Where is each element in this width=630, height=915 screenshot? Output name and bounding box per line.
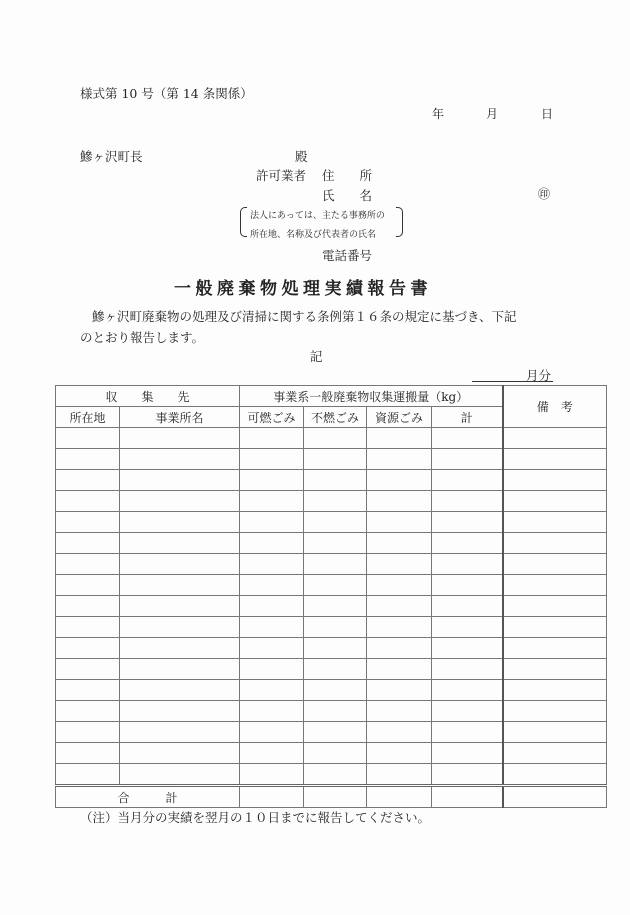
date-day-label: 日	[541, 107, 554, 121]
total-nonburnable-cell[interactable]	[304, 786, 367, 808]
burnable-cell[interactable]	[240, 764, 304, 786]
location-cell[interactable]	[56, 428, 120, 449]
burnable-cell[interactable]	[240, 449, 304, 470]
amount-group-header: 事業系一般廃棄物収集運搬量（kg）	[240, 386, 503, 407]
location-cell[interactable]	[56, 722, 120, 743]
remarks-cell[interactable]	[503, 575, 607, 596]
table-row	[56, 554, 607, 575]
remarks-cell[interactable]	[503, 701, 607, 722]
bracket-left	[240, 207, 247, 237]
location-cell[interactable]	[56, 743, 120, 764]
burnable-cell[interactable]	[240, 596, 304, 617]
table-row	[56, 575, 607, 596]
nonburnable-cell[interactable]	[304, 722, 367, 743]
seal-mark-icon: ㊞	[538, 187, 551, 201]
recyclable-cell[interactable]	[367, 449, 432, 470]
recyclable-cell[interactable]	[367, 743, 432, 764]
nonburnable-cell[interactable]	[304, 575, 367, 596]
location-cell[interactable]	[56, 491, 120, 512]
business-name-cell[interactable]	[120, 743, 240, 764]
remarks-cell[interactable]	[503, 449, 607, 470]
nonburnable-cell[interactable]	[304, 764, 367, 786]
phone-label: 電話番号	[322, 248, 373, 263]
total-remarks-cell[interactable]	[503, 786, 607, 808]
recyclable-cell[interactable]	[367, 533, 432, 554]
body-text-line1: 鰺ヶ沢町廃棄物の処理及び清掃に関する条例第１６条の規定に基づき、下記	[92, 309, 517, 324]
period-label: 月分	[526, 368, 552, 383]
remarks-cell[interactable]	[503, 764, 607, 786]
location-cell[interactable]	[56, 575, 120, 596]
remarks-cell[interactable]	[503, 638, 607, 659]
ki-label: 記	[310, 349, 323, 364]
col-header-recyclable: 資源ごみ	[367, 407, 432, 428]
business-name-cell[interactable]	[120, 533, 240, 554]
table-row	[56, 428, 607, 449]
business-name-cell[interactable]	[120, 596, 240, 617]
subtotal-cell[interactable]	[432, 680, 503, 701]
remarks-cell[interactable]	[503, 680, 607, 701]
table-row	[56, 701, 607, 722]
table-row	[56, 617, 607, 638]
nonburnable-cell[interactable]	[304, 617, 367, 638]
business-name-cell[interactable]	[120, 722, 240, 743]
total-label: 合 計	[56, 786, 240, 808]
burnable-cell[interactable]	[240, 722, 304, 743]
location-cell[interactable]	[56, 449, 120, 470]
business-name-cell[interactable]	[120, 764, 240, 786]
remarks-cell[interactable]	[503, 722, 607, 743]
recyclable-cell[interactable]	[367, 617, 432, 638]
subtotal-cell[interactable]	[432, 638, 503, 659]
recyclable-cell[interactable]	[367, 512, 432, 533]
total-burnable-cell[interactable]	[240, 786, 304, 808]
date-year-label: 年	[432, 107, 445, 121]
remarks-cell[interactable]	[503, 596, 607, 617]
business-name-cell[interactable]	[120, 491, 240, 512]
location-cell[interactable]	[56, 680, 120, 701]
remarks-cell[interactable]	[503, 470, 607, 491]
remarks-cell[interactable]	[503, 533, 607, 554]
footnote: （注）当月分の実績を翌月の１０日までに報告してください。	[80, 810, 431, 825]
burnable-cell[interactable]	[240, 701, 304, 722]
burnable-cell[interactable]	[240, 638, 304, 659]
applicant-role-label: 許可業者	[256, 168, 307, 183]
business-name-cell[interactable]	[120, 449, 240, 470]
col-header-burnable: 可燃ごみ	[240, 407, 304, 428]
subtotal-cell[interactable]	[432, 470, 503, 491]
col-header-subtotal: 計	[432, 407, 503, 428]
recyclable-cell[interactable]	[367, 722, 432, 743]
business-name-cell[interactable]	[120, 470, 240, 491]
recyclable-cell[interactable]	[367, 701, 432, 722]
location-cell[interactable]	[56, 512, 120, 533]
burnable-cell[interactable]	[240, 575, 304, 596]
body-text-line2: のとおり報告します。	[80, 330, 205, 345]
subtotal-cell[interactable]	[432, 659, 503, 680]
subtotal-cell[interactable]	[432, 743, 503, 764]
total-subtotal-cell[interactable]	[432, 786, 503, 808]
subtotal-cell[interactable]	[432, 764, 503, 786]
form-number-label: 様式第 10 号（第 14 条関係）	[80, 86, 253, 101]
location-cell[interactable]	[56, 596, 120, 617]
nonburnable-cell[interactable]	[304, 680, 367, 701]
nonburnable-cell[interactable]	[304, 701, 367, 722]
burnable-cell[interactable]	[240, 554, 304, 575]
table-row	[56, 533, 607, 554]
recyclable-cell[interactable]	[367, 596, 432, 617]
subtotal-cell[interactable]	[432, 575, 503, 596]
business-name-cell[interactable]	[120, 617, 240, 638]
table-row	[56, 512, 607, 533]
remarks-cell[interactable]	[503, 512, 607, 533]
nonburnable-cell[interactable]	[304, 533, 367, 554]
date-month-label: 月	[486, 107, 499, 121]
business-name-cell[interactable]	[120, 680, 240, 701]
nonburnable-cell[interactable]	[304, 428, 367, 449]
col-header-location: 所在地	[56, 407, 120, 428]
nonburnable-cell[interactable]	[304, 638, 367, 659]
location-cell[interactable]	[56, 638, 120, 659]
remarks-cell[interactable]	[503, 743, 607, 764]
table-row	[56, 638, 607, 659]
subtotal-cell[interactable]	[432, 617, 503, 638]
subtotal-cell[interactable]	[432, 533, 503, 554]
recyclable-cell[interactable]	[367, 428, 432, 449]
table-row	[56, 470, 607, 491]
recyclable-cell[interactable]	[367, 638, 432, 659]
addressee-honorific: 殿	[295, 149, 308, 164]
remarks-cell[interactable]	[503, 617, 607, 638]
nonburnable-cell[interactable]	[304, 596, 367, 617]
burnable-cell[interactable]	[240, 617, 304, 638]
col-header-business-name: 事業所名	[120, 407, 240, 428]
location-cell[interactable]	[56, 533, 120, 554]
burnable-cell[interactable]	[240, 470, 304, 491]
location-cell[interactable]	[56, 470, 120, 491]
recyclable-cell[interactable]	[367, 659, 432, 680]
business-name-cell[interactable]	[120, 554, 240, 575]
document-title: 一般廃棄物処理実績報告書	[174, 279, 432, 299]
business-name-cell[interactable]	[120, 701, 240, 722]
subtotal-cell[interactable]	[432, 701, 503, 722]
addressee-name: 鰺ヶ沢町長	[80, 149, 143, 164]
business-name-cell[interactable]	[120, 428, 240, 449]
business-name-cell[interactable]	[120, 638, 240, 659]
table-row	[56, 722, 607, 743]
remarks-cell[interactable]	[503, 491, 607, 512]
table-row	[56, 680, 607, 701]
burnable-cell[interactable]	[240, 533, 304, 554]
total-recyclable-cell[interactable]	[367, 786, 432, 808]
subtotal-cell[interactable]	[432, 596, 503, 617]
nonburnable-cell[interactable]	[304, 554, 367, 575]
remarks-cell[interactable]	[503, 428, 607, 449]
location-cell[interactable]	[56, 701, 120, 722]
business-name-cell[interactable]	[120, 512, 240, 533]
recyclable-cell[interactable]	[367, 680, 432, 701]
subtotal-cell[interactable]	[432, 722, 503, 743]
nonburnable-cell[interactable]	[304, 449, 367, 470]
col-header-nonburnable: 不燃ごみ	[304, 407, 367, 428]
location-cell[interactable]	[56, 554, 120, 575]
burnable-cell[interactable]	[240, 491, 304, 512]
burnable-cell[interactable]	[240, 659, 304, 680]
total-row	[56, 786, 607, 808]
table-row	[56, 743, 607, 764]
business-name-cell[interactable]	[120, 659, 240, 680]
nonburnable-cell[interactable]	[304, 512, 367, 533]
burnable-cell[interactable]	[240, 680, 304, 701]
remarks-header: 備 考	[503, 386, 607, 428]
business-name-cell[interactable]	[120, 575, 240, 596]
bracket-right	[396, 207, 403, 237]
corporate-note-line2: 所在地、名称及び代表者の氏名	[250, 230, 377, 240]
remarks-cell[interactable]	[503, 659, 607, 680]
nonburnable-cell[interactable]	[304, 470, 367, 491]
name-label: 氏 名	[322, 188, 373, 203]
address-label: 住 所	[322, 168, 373, 183]
report-table	[55, 385, 607, 808]
recyclable-cell[interactable]	[367, 764, 432, 786]
recyclable-cell[interactable]	[367, 554, 432, 575]
table-row	[56, 764, 607, 786]
subtotal-cell[interactable]	[432, 512, 503, 533]
subtotal-cell[interactable]	[432, 491, 503, 512]
recyclable-cell[interactable]	[367, 470, 432, 491]
location-cell[interactable]	[56, 659, 120, 680]
table-row	[56, 449, 607, 470]
recyclable-cell[interactable]	[367, 491, 432, 512]
remarks-cell[interactable]	[503, 554, 607, 575]
recyclable-cell[interactable]	[367, 575, 432, 596]
corporate-note-line1: 法人にあっては、主たる事務所の	[250, 211, 385, 221]
location-cell[interactable]	[56, 617, 120, 638]
subtotal-cell[interactable]	[432, 428, 503, 449]
table-row	[56, 491, 607, 512]
burnable-cell[interactable]	[240, 743, 304, 764]
burnable-cell[interactable]	[240, 428, 304, 449]
nonburnable-cell[interactable]	[304, 491, 367, 512]
subtotal-cell[interactable]	[432, 449, 503, 470]
burnable-cell[interactable]	[240, 512, 304, 533]
nonburnable-cell[interactable]	[304, 659, 367, 680]
subtotal-cell[interactable]	[432, 554, 503, 575]
table-row	[56, 659, 607, 680]
nonburnable-cell[interactable]	[304, 743, 367, 764]
collection-group-header: 収 集 先	[56, 386, 240, 407]
location-cell[interactable]	[56, 764, 120, 786]
table-row	[56, 596, 607, 617]
